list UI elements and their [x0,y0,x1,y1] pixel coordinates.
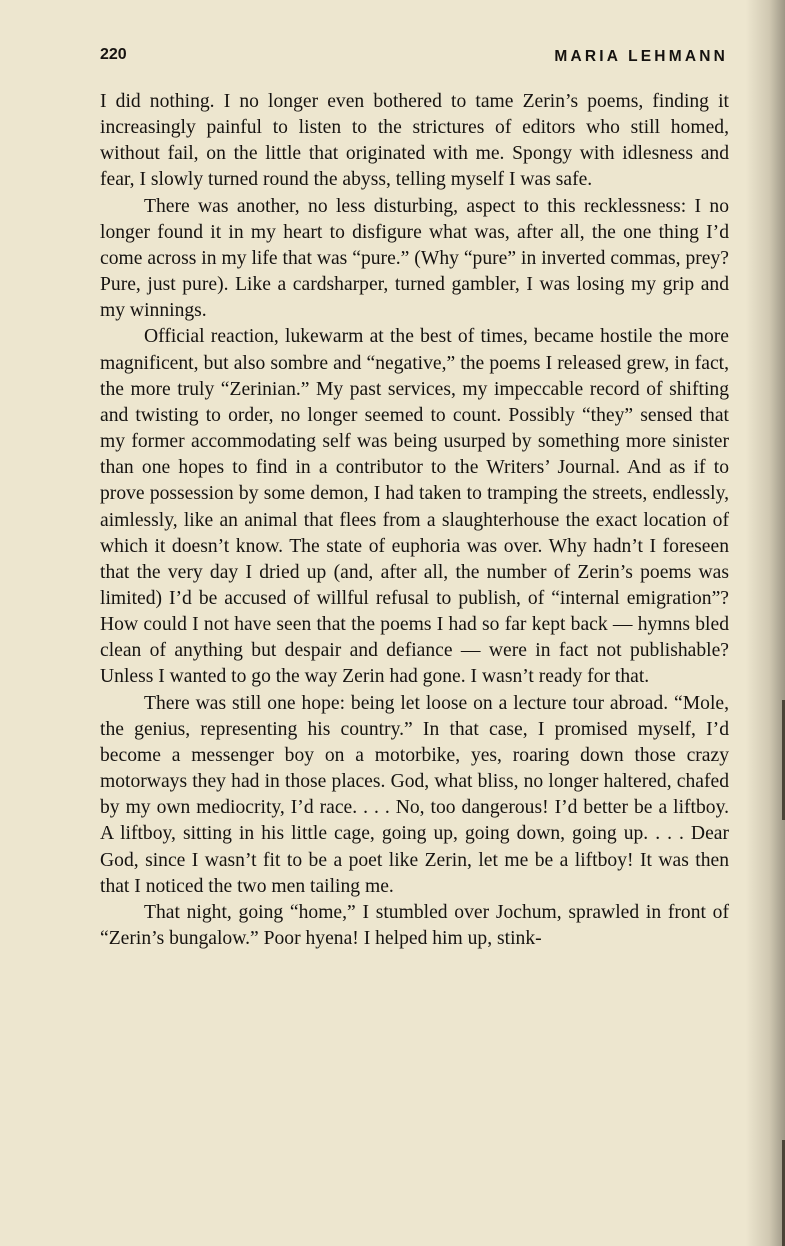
paragraph-4: There was still one hope: being let loose on a lecture tour abroad. “Mole, the genius, representing his country.” In that case, I promised myself, I’d become a messenger boy on a motorbike, yes, roaring down those crazy motorways they had in those places. God, what bliss, no longer haltered, chafed by my own mediocrity, I’d race. . . . No, too dangerous! I’d better be a liftboy. A liftboy, sitting in his little cage, going up, going down, going up. . . . Dear God, since I wasn’t fit to be a poet like Zerin, let me be a liftboy! It was then that I noticed the two men tailing me. [100,692,729,897]
page-header [100,46,728,74]
running-head-author: MARIA LEHMANN [554,48,728,65]
body-text [100,89,729,952]
paragraph-5: That night, going “home,” I stumbled over Jochum, sprawled in front of “Zerin’s bungalow.” Poor hyena! I helped him up, stink- [100,901,729,949]
page-number: 220 [100,46,127,63]
paragraph-3: Official reaction, lukewarm at the best of times, became hostile the more magnificent, but also sombre and “negative,” the poems I released grew, in fact, the more truly “Zerinian.” My past services, my impeccable record of shifting and twisting to order, no longer seemed to count. Possibly “they” sensed that my former accommodating self was being usurped by something more sinister than one hopes to find in a contributor to the Writers’ Journal. And as if to prove possession by some demon, I had taken to tramping the streets, endlessly, aimlessly, like an animal that flees from a slaughterhouse the exact location of which it doesn’t know. The state of euphoria was over. Why hadn’t I foreseen that the very day I dried up (and, after all, the number of Zerin’s poems was limited) I’d be accused of willful refusal to publish, of “internal emigration”? How could I not have seen that the poems I had so far kept back — hymns bled clean of anything but despair and defiance — were in fact not publishable? Unless I wanted to go the way Zerin had gone. I wasn’t ready for that. [100,326,729,688]
paragraph-1: I did nothing. I no longer even bothered to tame Zerin’s poems, finding it increasingly painful to listen to the strictures of editors who still homed, without fail, on the little that originated with me. Spongy with idlesness and fear, I slowly turned round the abyss, telling myself I was safe. [100,91,729,191]
paragraph-2: There was another, no less disturbing, aspect to this recklessness: I no longer found it in my heart to disfigure what was, after all, the one thing I’d come across in my life that was “pure.” (Why “pure” in inverted commas, prey? Pure, just pure). Like a cardsharper, turned gambler, I was losing my grip and my winnings. [100,195,729,322]
